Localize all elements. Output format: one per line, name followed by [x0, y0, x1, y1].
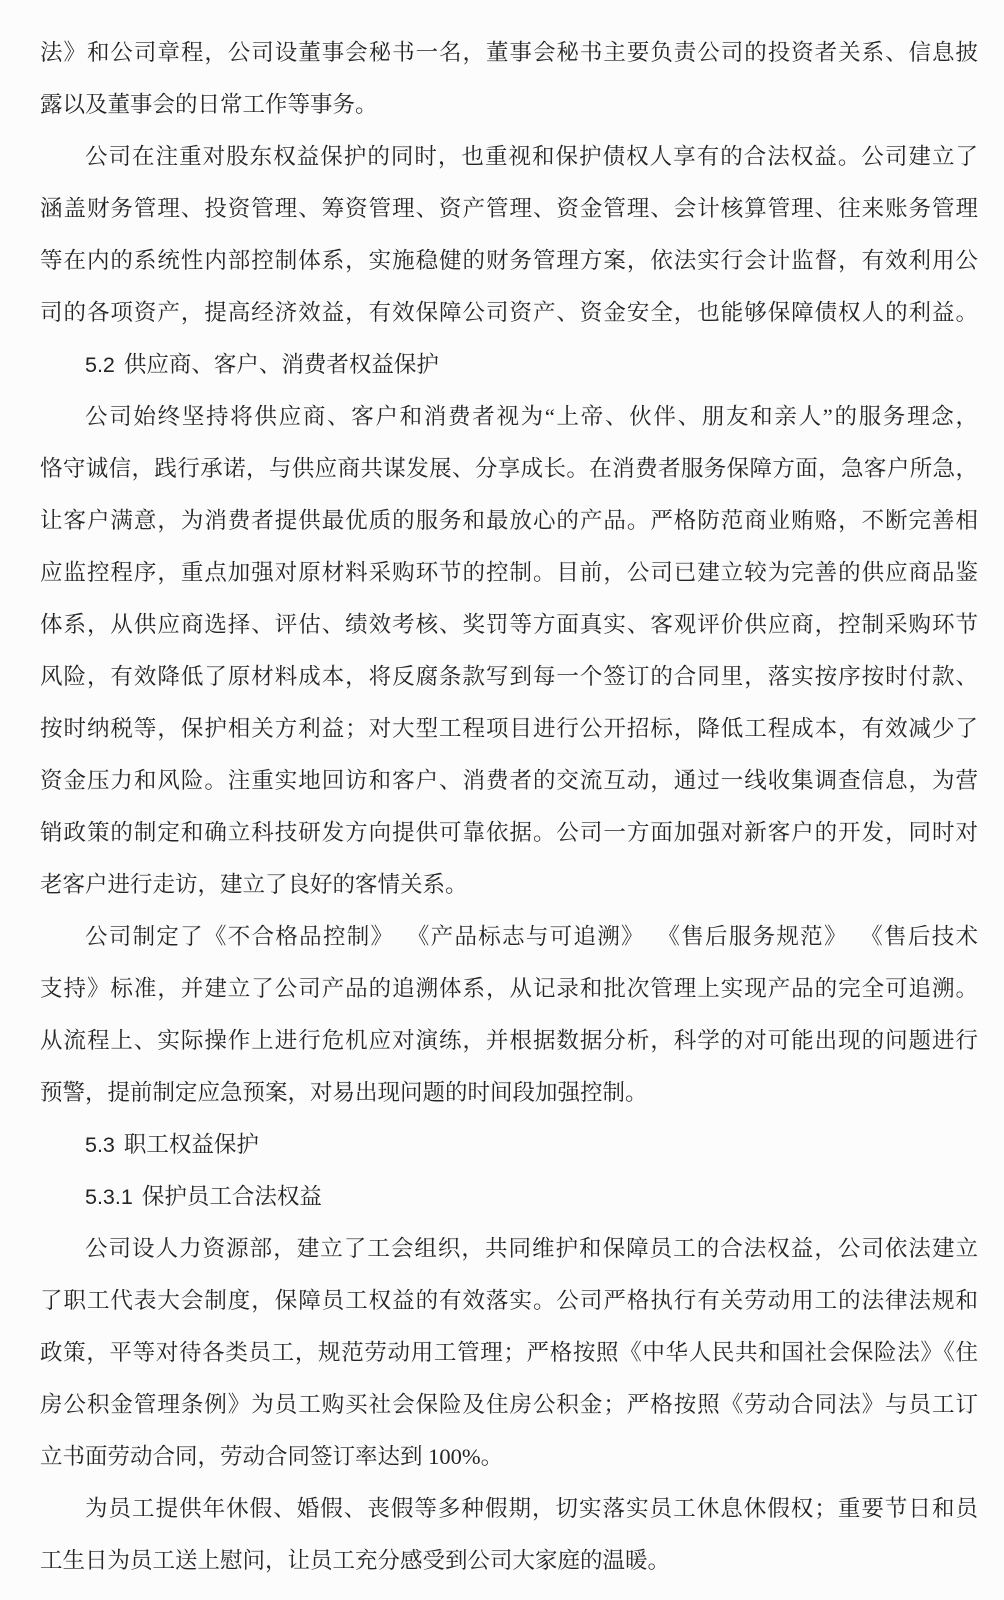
- text-line: 法》和公司章程，公司设董事会秘书一名，董事会秘书主要负责公司的投资者关系、信息披: [40, 40, 978, 65]
- text-line: 露以及董事会的日常工作等事务。: [40, 92, 378, 117]
- text-line: 涵盖财务管理、投资管理、筹资管理、资产管理、资金管理、会计核算管理、往来账务管理: [40, 196, 978, 221]
- text-line: 立书面劳动合同，劳动合同签订率达到 100%。: [40, 1444, 504, 1469]
- text-line: 司的各项资产，提高经济效益，有效保障公司资产、资金安全，也能够保障债权人的利益。: [40, 300, 978, 325]
- text-line: 销政策的制定和确立科技研发方向提供可靠依据。公司一方面加强对新客户的开发，同时对: [40, 820, 978, 845]
- text-line: 公司设人力资源部，建立了工会组织，共同维护和保障员工的合法权益，公司依法建立: [85, 1236, 978, 1261]
- text-line: 从流程上、实际操作上进行危机应对演练，并根据数据分析，科学的对可能出现的问题进行: [40, 1028, 978, 1053]
- text-line: 恪守诚信，践行承诺，与供应商共谋发展、分享成长。在消费者服务保障方面，急客户所急，: [40, 456, 978, 481]
- section-heading: [40, 1171, 978, 1223]
- text-line: 老客户进行走访，建立了良好的客情关系。: [40, 872, 468, 897]
- heading-text: 保护员工合法权益: [141, 1184, 322, 1209]
- heading-number: 5.3.1: [85, 1185, 133, 1209]
- text-line: 为员工提供年休假、婚假、丧假等多种假期，切实落实员工休息休假权；重要节日和员: [85, 1496, 978, 1521]
- text-line: 房公积金管理条例》为员工购买社会保险及住房公积金；严格按照《劳动合同法》与员工订: [40, 1392, 978, 1417]
- text-line: 支持》标准，并建立了公司产品的追溯体系，从记录和批次管理上实现产品的完全可追溯。: [40, 976, 978, 1001]
- text-line: 体系，从供应商选择、评估、绩效考核、奖罚等方面真实、客观评价供应商，控制采购环节: [40, 612, 978, 637]
- text-line: 等在内的系统性内部控制体系，实施稳健的财务管理方案，依法实行会计监督，有效利用公: [40, 248, 978, 273]
- section-heading: [40, 1119, 978, 1171]
- text-line: 公司在注重对股东权益保护的同时，也重视和保护债权人享有的合法权益。公司建立了: [85, 144, 978, 169]
- text-line: 了职工代表大会制度，保障员工权益的有效落实。公司严格执行有关劳动用工的法律法规和: [40, 1288, 978, 1313]
- text-line: 风险，有效降低了原材料成本，将反腐条款写到每一个签订的合同里，落实按序按时付款、: [40, 664, 978, 689]
- text-line: 资金压力和风险。注重实地回访和客户、消费者的交流互动，通过一线收集调查信息，为营: [40, 768, 978, 793]
- heading-text: 供应商、客户、消费者权益保护: [123, 352, 439, 377]
- text-line: 公司制定了《不合格品控制》 《产品标志与可追溯》 《售后服务规范》 《售后技术: [85, 924, 978, 949]
- heading-number: 5.3: [85, 1133, 115, 1157]
- text-line: 让客户满意，为消费者提供最优质的服务和最放心的产品。严格防范商业贿赂，不断完善相: [40, 508, 978, 533]
- document-text-block: [40, 27, 978, 1587]
- text-line: 工生日为员工送上慰问，让员工充分感受到公司大家庭的温暖。: [40, 1548, 671, 1573]
- heading-text: 职工权益保护: [123, 1132, 259, 1157]
- text-line: 公司始终坚持将供应商、客户和消费者视为“上帝、伙伴、朋友和亲人”的服务理念，: [85, 404, 978, 429]
- text-line: 政策，平等对待各类员工，规范劳动用工管理；严格按照《中华人民共和国社会保险法》《住: [40, 1340, 978, 1365]
- section-heading: [40, 339, 978, 391]
- heading-number: 5.2: [85, 353, 115, 377]
- text-line: 预警，提前制定应急预案，对易出现问题的时间段加强控制。: [40, 1080, 648, 1105]
- text-line: 应监控程序，重点加强对原材料采购环节的控制。目前，公司已建立较为完善的供应商品鉴: [40, 560, 978, 585]
- text-line: 按时纳税等，保护相关方利益；对大型工程项目进行公开招标，降低工程成本，有效减少了: [40, 716, 978, 741]
